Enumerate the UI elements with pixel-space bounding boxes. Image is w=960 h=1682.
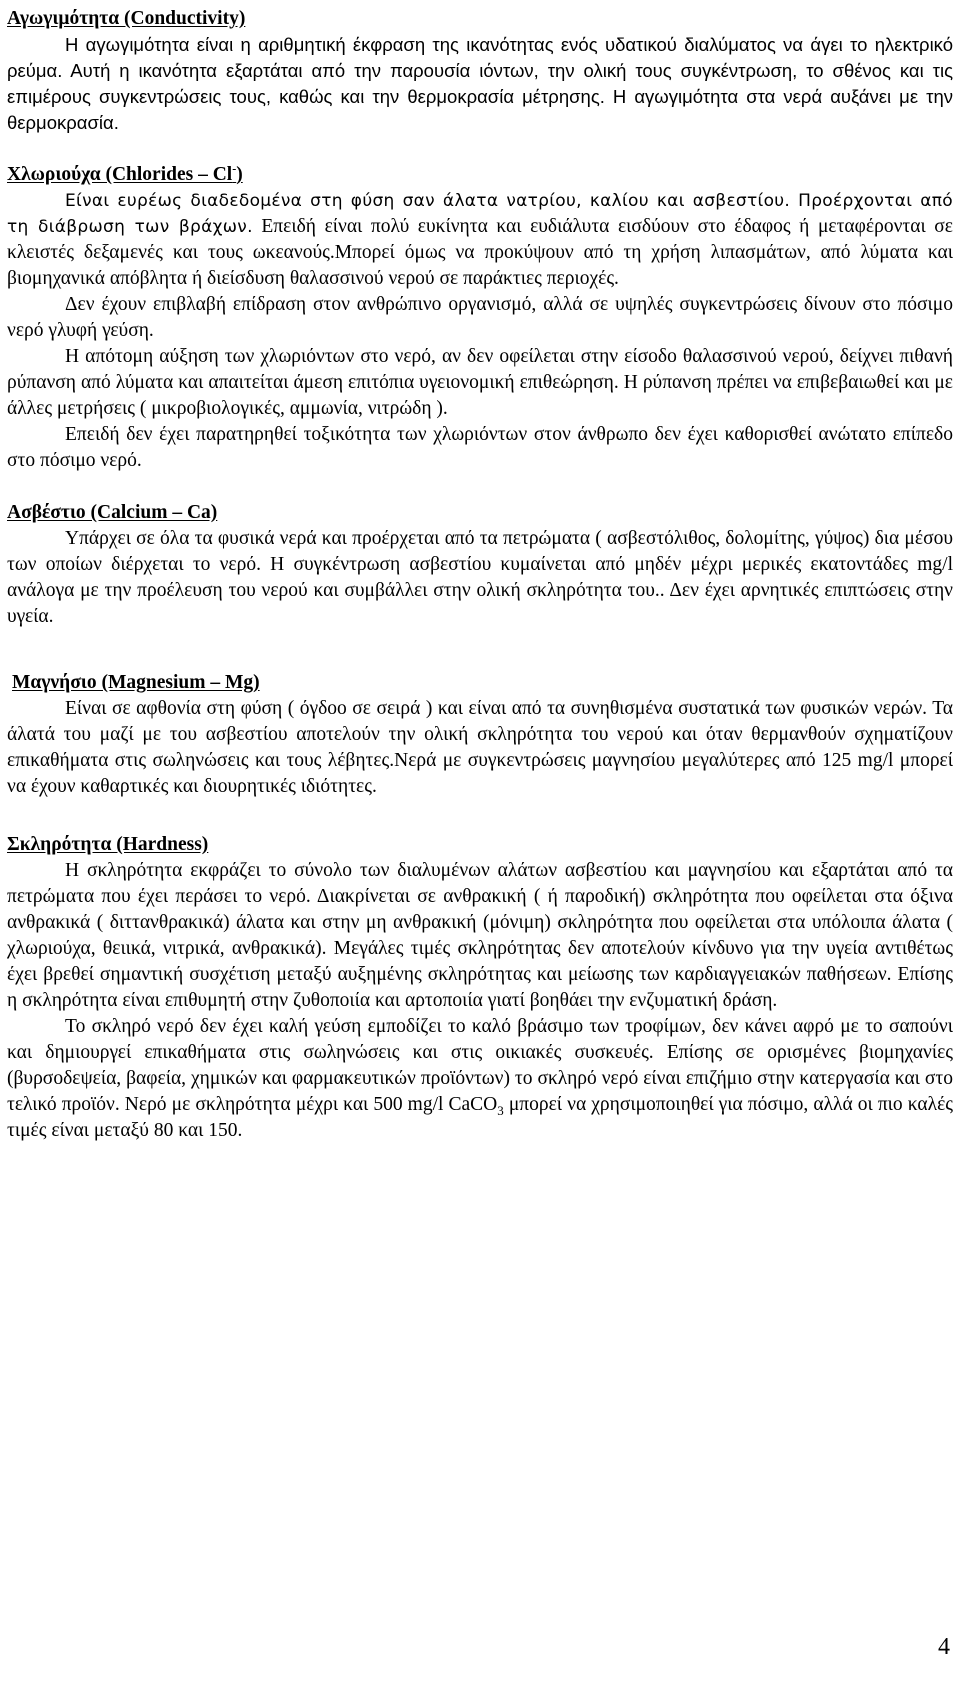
paragraph-chlorides-2: Δεν έχουν επιβλαβή επίδραση στον ανθρώπινο οργανισμό, αλλά σε υψηλές συγκεντρώσεις δίνουν στο πόσιμο νερό γλυφή γεύση. bbox=[7, 294, 953, 341]
chlorides-p1-c: Μπορεί όμως να προκύψουν από τη χρήση λιπασμάτων, από λύματα και βιομηχανικά απόβλητα ή διείσδυση θαλασσινού νερού σε παράκτιες περιοχές. bbox=[7, 242, 954, 289]
chlorides-title-text: Χλωριούχα (Chlorides – Cl bbox=[7, 164, 233, 185]
section-title-conductivity: Αγωγιμότητα (Conductivity) bbox=[7, 8, 246, 29]
section-title-calcium: Ασβέστιο (Calcium – Ca) bbox=[7, 502, 218, 523]
hardness-p2-main: Το σκληρό νερό δεν έχει καλή γεύση εμποδίζει το καλό βράσιμο των τροφίμων, δεν κάνει αφρό με το σαπούνι και δημιουργεί επικαθήματα στις σωληνώσεις και στις οικιακές συσκευές. Επίσης σε ορισμένες βιομηχανίες (βυρσοδεψεία, βαφεία, χημικών και φαρμακευτικών προϊόντων) το σκληρό νερό είναι επιζήμιο στην κατεργασία και στο τελικό προϊόν. Νερό με σκληρότητα μέχρι και 500 mg/l CaCO bbox=[7, 1016, 953, 1115]
paragraph-chlorides-4: Επειδή δεν έχει παρατηρηθεί τοξικότητα των χλωριόντων στον άνθρωπο δεν έχει καθορισθεί ανώτατο επίπεδο στο πόσιμο νερό. bbox=[7, 424, 953, 471]
paragraph-calcium: Υπάρχει σε όλα τα φυσικά νερά και προέρχεται από τα πετρώματα ( ασβεστόλιθος, δολομίτης, γύψος) δια μέσου των οποίων διέρχεται το νερό. Η συγκέντρωση ασβεστίου κυμαίνεται από μηδέν μέχρι μερικές εκατοντάδες mg/l ανάλογα με την προέλευση του νερού και συμβάλλει στην ολική σκληρότητα του.. Δεν έχει αρνητικές επιπτώσεις στην υγεία. bbox=[7, 528, 953, 627]
chlorides-p1-b: Επειδή είναι πολύ ευκίνητα και ευδιάλυτα εισδύουν στο έδαφος ή μεταφέρονται σε κλειστές δεξαμενές και τους ωκεανούς. bbox=[7, 216, 953, 263]
chlorides-title-end: ) bbox=[236, 164, 243, 185]
paragraph-chlorides-1 bbox=[7, 188, 953, 292]
paragraph-hardness-1: Η σκληρότητα εκφράζει το σύνολο των διαλυμένων αλάτων ασβεστίου και μαγνησίου και εξαρτάται από τα πετρώματα που έχει περάσει το νερό. Διακρίνεται σε ανθρακική ( ή παροδική) σκληρότητα που οφείλεται στα όξινα ανθρακικά ( διττανθρακικά) άλατα και στην μη ανθρακική (μόνιμη) σκληρότητα που οφείλεται στα υπόλοιπα άλατα ( χλωριούχα, θειικά, νιτρικά, ανθρακικά). Μεγάλες τιμές σκληρότητας δεν αποτελούν κίνδυνο για την υγεία αντιθέτως έχει βρεθεί σημαντική συσχέτιση μεταξύ αυξημένης σκληρότητας και μείωσης των καρδιαγγειακών παθήσεων. Επίσης η σκληρότητα είναι επιθυμητή στην ζυθοποιία και αρτοποιία γιατί βοηθάει την ενζυματική δράση. bbox=[7, 860, 953, 1011]
caco3-subscript: 3 bbox=[497, 1102, 504, 1118]
hardness-p2-end: μπορεί να χρησιμοποιηθεί για πόσιμο, αλλά οι πιο καλές τιμές είναι μεταξύ 80 και 150. bbox=[7, 1094, 953, 1141]
section-title-hardness: Σκληρότητα (Hardness) bbox=[7, 834, 209, 855]
paragraph-magnesium: Είναι σε αφθονία στη φύση ( όγδοο σε σειρά ) και είναι από τα συνηθισμένα συστατικά των φυσικών νερών. Τα άλατά του μαζί με του ασβεστίου αποτελούν την ολική σκληρότητα του νερού και όταν θερμανθούν σχηματίζουν επικαθήματα στις σωληνώσεις και τους λέβητες.Νερά με συγκεντρώσεις μαγνησίου μεγαλύτερες από 125 mg/l μπορεί να έχουν καθαρτικές και διουρητικές ιδιότητες. bbox=[7, 698, 953, 797]
section-title-chlorides bbox=[7, 162, 953, 188]
paragraph-hardness-2 bbox=[7, 1014, 953, 1144]
section-title-magnesium: Μαγνήσιο (Magnesium – Mg) bbox=[12, 672, 260, 693]
chlorides-p1-a: Είναι ευρέως διαδεδομένα στη φύση σαν άλατα νατρίου, καλίου και ασβεστίου. Προέρχονται από τη διάβρωση των βράχων. bbox=[7, 191, 953, 237]
page-number: 4 bbox=[938, 1634, 950, 1660]
chlorides-title-superscript: - bbox=[232, 161, 237, 176]
paragraph-chlorides-3: Η απότομη αύξηση των χλωριόντων στο νερό, αν δεν οφείλεται στην είσοδο θαλασσινού νερού, δείχνει πιθανή ρύπανση από λύματα και απαιτείται άμεση επιτόπια υγειονομική επιθεώρηση. Η ρύπανση πρέπει να επιβεβαιωθεί και με άλλες μετρήσεις ( μικροβιολογικές, αμμωνία, νιτρώδη ). bbox=[7, 346, 953, 419]
paragraph-conductivity: Η αγωγιμότητα είναι η αριθμητική έκφραση της ικανότητας ενός υδατικού διαλύματος να άγει το ηλεκτρικό ρεύμα. Αυτή η ικανότητα εξαρτάται από την παρουσία ιόντων, την ολική τους συγκέντρωση, το σθένος και τις επιμέρους συγκεντρώσεις τους, καθώς και την θερμοκρασία μέτρησης. Η αγωγιμότητα στα νερά αυξάνει με την θερμοκρασία. bbox=[7, 34, 953, 133]
document-page bbox=[7, 6, 953, 1144]
